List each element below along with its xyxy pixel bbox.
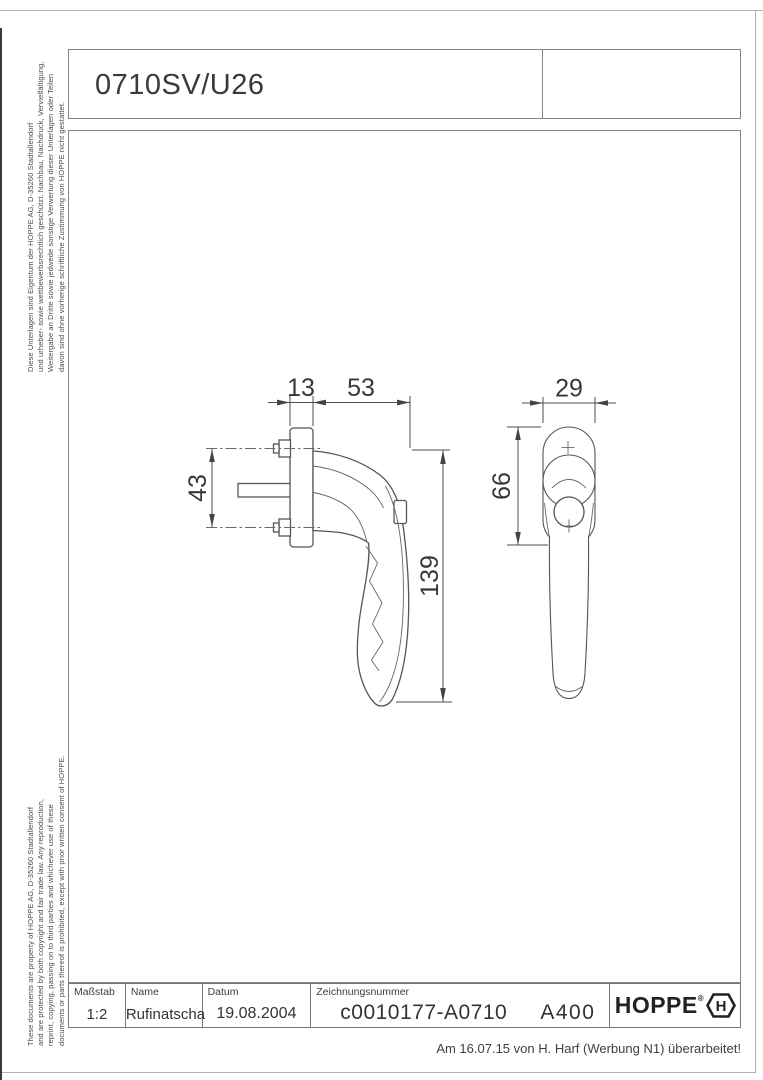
dim-screw-spacing: 43	[184, 474, 212, 502]
legal-en-line: These documents are property of HOPPE AG, D-35260 Stadtallendorf	[26, 806, 35, 1046]
legal-de-line: davon sind ohne vorherige schriftliche Zustimmung von HOPPE nicht gestattet.	[56, 101, 66, 372]
legal-de-line: Diese Unterlagen sind Eigentum der HOPPE AG, D-35260 Stadtallendorf	[26, 122, 35, 372]
svg-text:H: H	[715, 998, 727, 1015]
name-cell	[125, 984, 206, 1027]
name-label: Name	[130, 986, 159, 998]
dim-rosette-height: 66	[488, 472, 516, 500]
center-mark-top	[562, 441, 575, 454]
registered-mark: ®	[697, 994, 704, 1003]
format-value: A400	[540, 1001, 596, 1024]
grip-front-fill	[549, 536, 588, 699]
brand-cell	[610, 984, 740, 1027]
date-label: Datum	[207, 986, 239, 998]
scale-label: Maßstab	[74, 986, 115, 998]
side-view	[206, 428, 409, 706]
notch-left	[545, 503, 550, 538]
drawing-number-label: Zeichnungsnummer	[316, 986, 410, 998]
hoppe-logo	[615, 992, 736, 1019]
legal-de-line: und urheber- sowie wettbewerbsrechtlich geschützt. Nachbau, Nachdruck, Vervielfältigung,	[36, 61, 46, 372]
dim-projection: 53	[347, 374, 375, 402]
spindle	[238, 484, 291, 498]
rosette-plate-side	[290, 428, 313, 547]
dim-plate-width: 13	[287, 374, 315, 402]
legal-en-line: documents or parts thereof is prohibited, except with prior written consent of HOPPE.	[56, 755, 66, 1046]
drawing-number-cell	[311, 984, 610, 1027]
front-view	[543, 427, 595, 699]
date-cell	[203, 984, 312, 1027]
revision-note: Am 16.07.15 von H. Harf (Werbung N1) überarbeitet!	[436, 1041, 741, 1056]
scale-cell	[69, 984, 126, 1027]
scale-value: 1:2	[86, 1006, 108, 1023]
hoppe-hexagon-icon	[706, 992, 736, 1019]
notch-right	[589, 503, 594, 538]
handle-profile	[313, 451, 409, 706]
title-block	[68, 983, 741, 1028]
product-code: 0710SV/U26	[95, 69, 265, 101]
brand-name: HOPPE	[614, 992, 698, 1018]
name-value: Rufinatscha	[125, 1006, 206, 1023]
date-value: 19.08.2004	[216, 1005, 297, 1022]
dim-length: 139	[416, 555, 444, 597]
head-arc-detail	[552, 480, 586, 489]
legal-en-line: and are protected by both copyright and fair trade law. Any reproduction,	[36, 798, 46, 1046]
legal-en-line: reprint, copying, passing on to third parties and whichever use of these	[46, 804, 56, 1046]
drawing-number-value: c0010177-A0710	[340, 1001, 508, 1024]
legal-de-line: Weitergabe an Dritte sowie jedwede sonstige Verwertung dieser Unterlagen oder Teilen	[46, 73, 56, 372]
dim-head-width: 29	[555, 374, 583, 403]
